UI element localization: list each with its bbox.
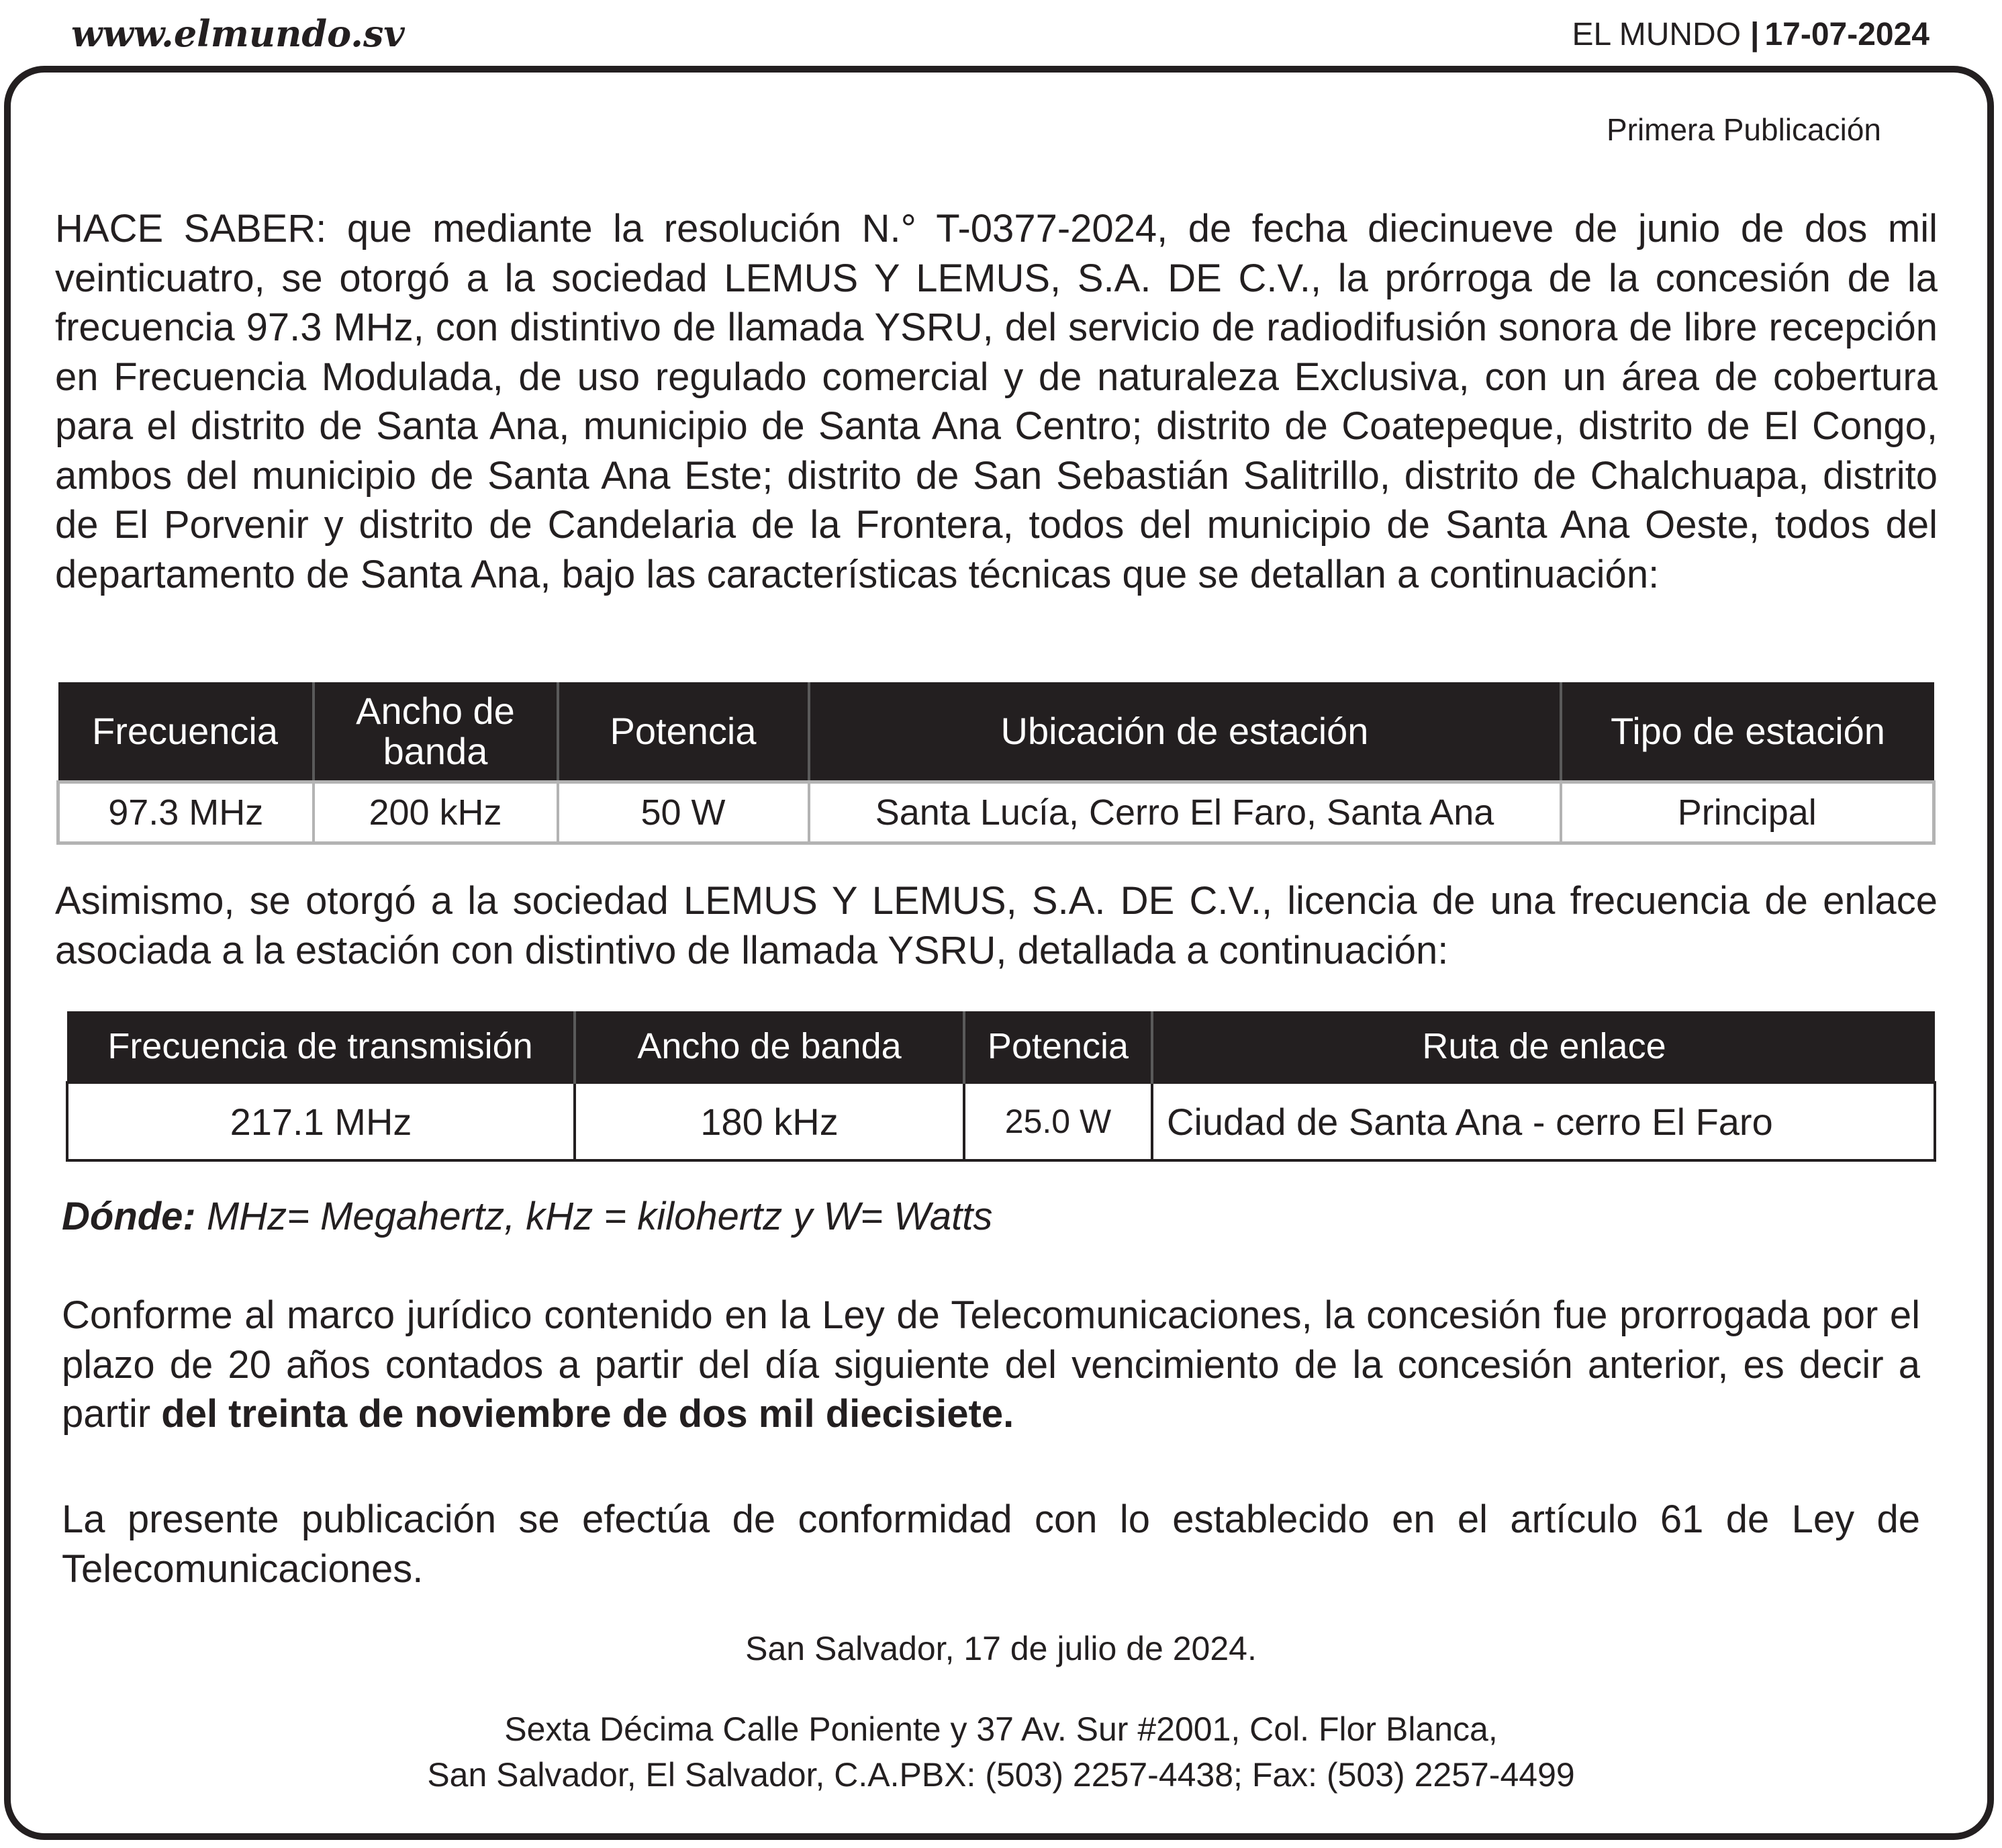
cell-tipo-estacion: Principal bbox=[1561, 782, 1934, 843]
cell-ruta-enlace: Ciudad de Santa Ana - cerro El Faro bbox=[1152, 1082, 1935, 1160]
station-table-header-row bbox=[58, 682, 1934, 782]
notice-paragraph-2: Asimismo, se otorgó a la sociedad LEMUS Y LEMUS, S.A. DE C.V., licencia de una frecuencia de enlace asociada a la estación con distintivo de llamada YSRU, detallada a continuación: bbox=[55, 879, 1938, 972]
cell-frecuencia-transmision: 217.1 MHz bbox=[67, 1082, 575, 1160]
site-url[interactable]: www.elmundo.sv bbox=[71, 12, 405, 55]
table-row bbox=[67, 1082, 1935, 1160]
header-ubicacion: Ubicación de estación bbox=[809, 682, 1561, 782]
notice-paragraph-3 bbox=[62, 1291, 1920, 1439]
address-line-1: Sexta Décima Calle Poniente y 37 Av. Sur #2001, Col. Flor Blanca, bbox=[504, 1710, 1498, 1748]
cell-ancho-de-banda: 200 kHz bbox=[314, 782, 558, 843]
units-legend-text: MHz= Megahertz, kHz = kilohertz y W= Watts bbox=[195, 1195, 993, 1238]
station-table bbox=[56, 682, 1936, 845]
notice-paragraph-4: La presente publicación se efectúa de conformidad con lo establecido en el artículo 61 de Ley de Telecomunicaciones. bbox=[62, 1497, 1920, 1591]
cell-ancho-de-banda: 180 kHz bbox=[575, 1082, 964, 1160]
header-frecuencia-transmision: Frecuencia de transmisión bbox=[67, 1011, 575, 1082]
cell-potencia: 25.0 W bbox=[964, 1082, 1152, 1160]
units-legend bbox=[62, 1194, 992, 1239]
header-frecuencia: Frecuencia bbox=[58, 682, 314, 782]
notice-paragraph-1: HACE SABER: que mediante la resolución N.° T-0377-2024, de fecha diecinueve de junio de dos mil veinticuatro, se otorgó a la sociedad LEMUS Y LEMUS, S.A. DE C.V., la prórroga de la concesión de la frecuencia 97.3 MHz, con distintivo de llamada YSRU, del servicio de radiodifusión sonora de libre recepción en Frecuencia Modulada, de uso regulado comercial y de naturaleza Exclusiva, con un área de cobertura para el distrito de Santa Ana, municipio de Santa Ana Centro; distrito de Coatepeque, distrito de El Congo, ambos del municipio de Santa Ana Este; distrito de San Sebastián Salitrillo, distrito de Chalchuapa, distrito de El Porvenir y distrito de Candelaria de la Frontera, todos del municipio de Santa Ana Oeste, todos del departamento de Santa Ana, bajo las características técnicas que se detallan a continuación: bbox=[55, 207, 1938, 596]
city-date: San Salvador, 17 de julio de 2024. bbox=[745, 1630, 1257, 1667]
cell-ubicacion: Santa Lucía, Cerro El Faro, Santa Ana bbox=[809, 782, 1561, 843]
table-row bbox=[58, 782, 1934, 843]
header-tipo-estacion: Tipo de estación bbox=[1561, 682, 1934, 782]
paragraph-3-text: Conforme al marco jurídico contenido en la Ley de Telecomunicaciones, la concesión fue prorrogada por el plazo de 20 años contados a partir del día siguiente del vencimiento de la concesión anterior, es decir a partir bbox=[62, 1293, 1920, 1436]
paragraph-3-bold-date: del treinta de noviembre de dos mil diecisiete. bbox=[161, 1392, 1014, 1436]
units-legend-label: Dónde: bbox=[62, 1195, 196, 1238]
masthead bbox=[1572, 16, 1929, 53]
masthead-separator: | bbox=[1750, 17, 1760, 52]
header-potencia: Potencia bbox=[558, 682, 809, 782]
address-line-2: San Salvador, El Salvador, C.A.PBX: (503) 2257-4438; Fax: (503) 2257-4499 bbox=[427, 1756, 1575, 1794]
issue-date: 17-07-2024 bbox=[1764, 17, 1929, 52]
cell-potencia: 50 W bbox=[558, 782, 809, 843]
link-table bbox=[66, 1011, 1936, 1162]
cell-frecuencia: 97.3 MHz bbox=[58, 782, 314, 843]
header-potencia: Potencia bbox=[964, 1011, 1152, 1082]
paper-name: EL MUNDO bbox=[1572, 17, 1742, 52]
link-table-header-row bbox=[67, 1011, 1935, 1082]
header-ancho-de-banda: Ancho de banda bbox=[314, 682, 558, 782]
header-ancho-de-banda: Ancho de banda bbox=[575, 1011, 964, 1082]
header-ruta-enlace: Ruta de enlace bbox=[1152, 1011, 1935, 1082]
publication-label: Primera Publicación bbox=[1606, 112, 1881, 147]
